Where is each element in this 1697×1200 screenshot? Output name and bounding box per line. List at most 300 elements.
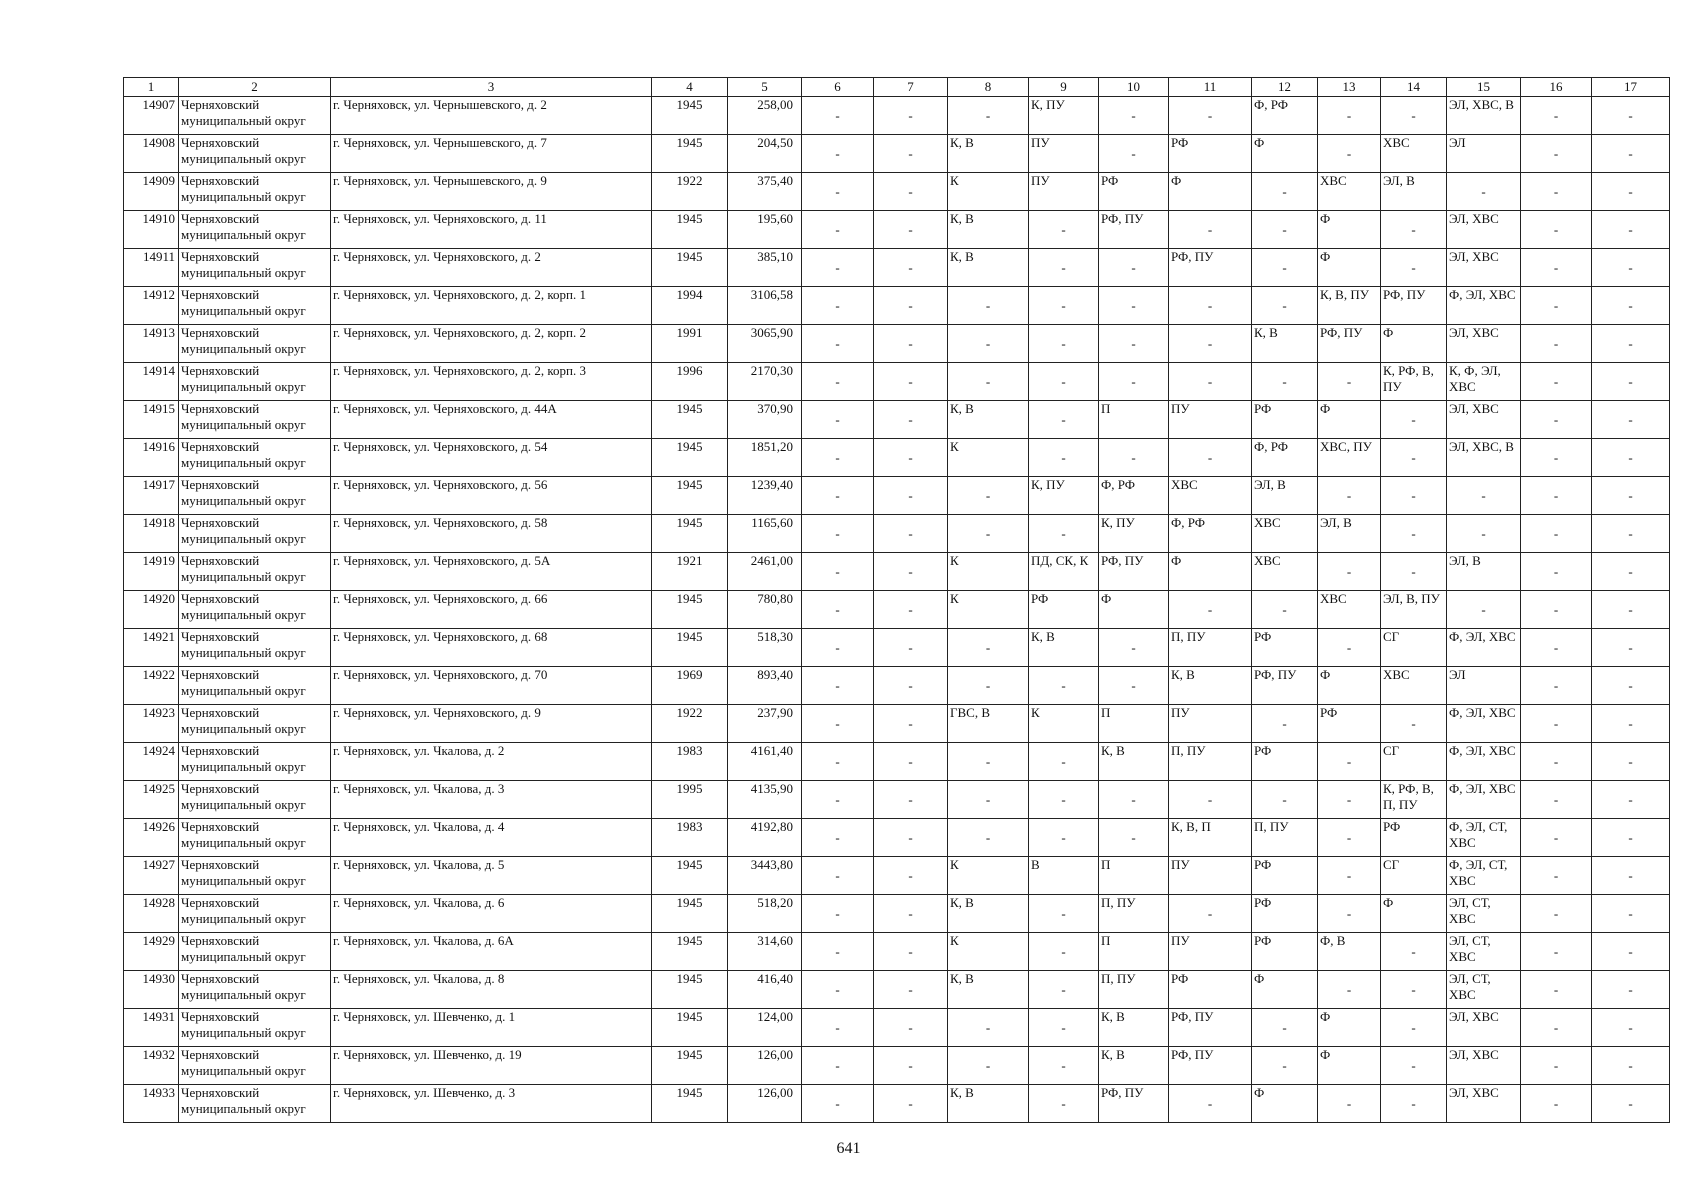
table-cell: 518,20 bbox=[728, 895, 802, 933]
table-cell: - bbox=[1592, 1085, 1670, 1123]
table-cell: - bbox=[948, 515, 1029, 553]
table-cell: Черняховский муниципальный округ bbox=[179, 1009, 331, 1047]
table-cell: 237,90 bbox=[728, 705, 802, 743]
table-cell: 14929 bbox=[124, 933, 179, 971]
table-cell: 14910 bbox=[124, 211, 179, 249]
table-cell: П, ПУ bbox=[1099, 895, 1169, 933]
table-cell: РФ, ПУ bbox=[1099, 211, 1169, 249]
table-cell: 14923 bbox=[124, 705, 179, 743]
table-cell: 14927 bbox=[124, 857, 179, 895]
table-cell: - bbox=[1592, 933, 1670, 971]
table-cell: 1969 bbox=[652, 667, 728, 705]
table-row bbox=[124, 1085, 1670, 1123]
table-cell: - bbox=[1099, 249, 1169, 287]
table-cell: - bbox=[1592, 1047, 1670, 1085]
table-cell: 1921 bbox=[652, 553, 728, 591]
table-cell: - bbox=[1521, 325, 1592, 363]
table-cell: 1996 bbox=[652, 363, 728, 401]
table-cell: К, ПУ bbox=[1029, 477, 1099, 515]
table-cell: - bbox=[1592, 667, 1670, 705]
table-cell: ЭЛ, СТ, ХВС bbox=[1447, 971, 1521, 1009]
table-cell: Ф bbox=[1381, 325, 1447, 363]
table-cell: ХВС bbox=[1169, 477, 1252, 515]
table-cell: ЭЛ, В, ПУ bbox=[1381, 591, 1447, 629]
table-cell: 14924 bbox=[124, 743, 179, 781]
column-header: 15 bbox=[1447, 78, 1521, 97]
table-cell: г. Черняховск, ул. Черняховского, д. 68 bbox=[331, 629, 652, 667]
table-cell: - bbox=[1029, 515, 1099, 553]
table-cell: - bbox=[1521, 857, 1592, 895]
table-cell: - bbox=[874, 895, 948, 933]
table-cell: 14933 bbox=[124, 1085, 179, 1123]
table-cell: ЭЛ, ХВС bbox=[1447, 1085, 1521, 1123]
table-cell: ЭЛ, СТ, ХВС bbox=[1447, 933, 1521, 971]
table-cell: - bbox=[1169, 591, 1252, 629]
table-cell: - bbox=[1592, 629, 1670, 667]
table-cell: К, В bbox=[948, 401, 1029, 439]
table-cell: г. Черняховск, ул. Чкалова, д. 6 bbox=[331, 895, 652, 933]
table-cell: 1239,40 bbox=[728, 477, 802, 515]
table-cell: - bbox=[1592, 211, 1670, 249]
table-cell: г. Черняховск, ул. Чкалова, д. 6А bbox=[331, 933, 652, 971]
table-cell: РФ bbox=[1252, 401, 1318, 439]
table-cell: Ф bbox=[1318, 249, 1381, 287]
table-cell: - bbox=[1592, 439, 1670, 477]
table-cell: - bbox=[1252, 287, 1318, 325]
table-cell: 14931 bbox=[124, 1009, 179, 1047]
table-cell: - bbox=[874, 857, 948, 895]
table-cell: 14911 bbox=[124, 249, 179, 287]
table-cell: - bbox=[948, 325, 1029, 363]
table-cell: - bbox=[1592, 971, 1670, 1009]
table-cell: - bbox=[1169, 439, 1252, 477]
table-cell: - bbox=[1318, 97, 1381, 135]
table-cell: - bbox=[802, 173, 874, 211]
table-cell: К, РФ, В, П, ПУ bbox=[1381, 781, 1447, 819]
table-cell: - bbox=[1381, 515, 1447, 553]
table-cell: - bbox=[874, 515, 948, 553]
table-cell: Черняховский муниципальный округ bbox=[179, 325, 331, 363]
table-cell: 375,40 bbox=[728, 173, 802, 211]
table-cell: П bbox=[1099, 857, 1169, 895]
table-cell: - bbox=[1029, 895, 1099, 933]
table-cell: Черняховский муниципальный округ bbox=[179, 173, 331, 211]
table-cell: РФ bbox=[1169, 971, 1252, 1009]
table-cell: Ф, ЭЛ, СТ, ХВС bbox=[1447, 857, 1521, 895]
table-cell: - bbox=[1318, 135, 1381, 173]
table-cell: - bbox=[1029, 325, 1099, 363]
column-header: 8 bbox=[948, 78, 1029, 97]
table-cell: - bbox=[874, 173, 948, 211]
column-header: 7 bbox=[874, 78, 948, 97]
table-cell: - bbox=[1099, 439, 1169, 477]
table-cell: 1945 bbox=[652, 629, 728, 667]
table-row bbox=[124, 515, 1670, 553]
table-cell: 1945 bbox=[652, 249, 728, 287]
table-cell: К, Ф, ЭЛ, ХВС bbox=[1447, 363, 1521, 401]
table-cell: ХВС bbox=[1318, 591, 1381, 629]
table-cell: - bbox=[948, 287, 1029, 325]
table-cell: Черняховский муниципальный округ bbox=[179, 819, 331, 857]
table-cell: - bbox=[874, 743, 948, 781]
table-cell: К, ПУ bbox=[1099, 515, 1169, 553]
table-cell: Черняховский муниципальный округ bbox=[179, 705, 331, 743]
table-cell: ЭЛ, В bbox=[1318, 515, 1381, 553]
table-cell: - bbox=[1029, 439, 1099, 477]
table-cell: - bbox=[802, 819, 874, 857]
table-cell: - bbox=[1521, 97, 1592, 135]
table-cell: ХВС bbox=[1318, 173, 1381, 211]
table-cell: ЭЛ, СТ, ХВС bbox=[1447, 895, 1521, 933]
table-cell: 14930 bbox=[124, 971, 179, 1009]
table-cell: 893,40 bbox=[728, 667, 802, 705]
table-cell: Черняховский муниципальный округ bbox=[179, 363, 331, 401]
table-cell: - bbox=[1318, 781, 1381, 819]
table-cell: - bbox=[874, 325, 948, 363]
table-row bbox=[124, 325, 1670, 363]
table-row bbox=[124, 439, 1670, 477]
table-row bbox=[124, 591, 1670, 629]
table-cell: - bbox=[802, 1085, 874, 1123]
table-cell: - bbox=[1381, 439, 1447, 477]
table-cell: 14920 bbox=[124, 591, 179, 629]
table-cell: Черняховский муниципальный округ bbox=[179, 591, 331, 629]
table-row bbox=[124, 97, 1670, 135]
table-cell: К bbox=[948, 933, 1029, 971]
table-cell: РФ bbox=[1381, 819, 1447, 857]
table-cell: - bbox=[802, 933, 874, 971]
table-cell: Черняховский муниципальный округ bbox=[179, 211, 331, 249]
table-cell: - bbox=[1029, 667, 1099, 705]
table-cell: ПУ bbox=[1169, 857, 1252, 895]
table-cell: Ф bbox=[1318, 211, 1381, 249]
table-cell: - bbox=[1592, 553, 1670, 591]
column-header: 14 bbox=[1381, 78, 1447, 97]
table-cell: - bbox=[802, 743, 874, 781]
table-cell: 3065,90 bbox=[728, 325, 802, 363]
table-cell: П, ПУ bbox=[1169, 743, 1252, 781]
table-cell: - bbox=[1447, 591, 1521, 629]
table-cell: РФ, ПУ bbox=[1252, 667, 1318, 705]
table-cell: г. Черняховск, ул. Чкалова, д. 8 bbox=[331, 971, 652, 1009]
table-cell: г. Черняховск, ул. Черняховского, д. 56 bbox=[331, 477, 652, 515]
table-cell: 258,00 bbox=[728, 97, 802, 135]
table-cell: 1945 bbox=[652, 1047, 728, 1085]
column-header: 11 bbox=[1169, 78, 1252, 97]
table-cell: ЭЛ, ХВС, В bbox=[1447, 97, 1521, 135]
table-cell: К, В bbox=[1252, 325, 1318, 363]
table-cell: 14928 bbox=[124, 895, 179, 933]
table-cell: - bbox=[1521, 401, 1592, 439]
table-cell: - bbox=[802, 135, 874, 173]
table-cell: - bbox=[1318, 895, 1381, 933]
table-cell: - bbox=[1447, 515, 1521, 553]
table-cell: П bbox=[1099, 705, 1169, 743]
table-cell: - bbox=[1521, 819, 1592, 857]
table-cell: - bbox=[1381, 477, 1447, 515]
table-cell: - bbox=[802, 401, 874, 439]
table-cell: Ф, ЭЛ, СТ, ХВС bbox=[1447, 819, 1521, 857]
table-cell: - bbox=[1381, 1009, 1447, 1047]
table-cell: К, ПУ bbox=[1029, 97, 1099, 135]
table-cell: Черняховский муниципальный округ bbox=[179, 971, 331, 1009]
table-cell: Черняховский муниципальный округ bbox=[179, 857, 331, 895]
table-cell: 1945 bbox=[652, 1009, 728, 1047]
table-cell: 3443,80 bbox=[728, 857, 802, 895]
table-cell: - bbox=[1252, 705, 1318, 743]
table-cell: - bbox=[1169, 1085, 1252, 1123]
table-cell: ГВС, В bbox=[948, 705, 1029, 743]
table-cell: 204,50 bbox=[728, 135, 802, 173]
table-cell: - bbox=[1252, 781, 1318, 819]
table-cell: - bbox=[948, 363, 1029, 401]
table-cell: Черняховский муниципальный округ bbox=[179, 553, 331, 591]
column-header: 6 bbox=[802, 78, 874, 97]
table-cell: ЭЛ, ХВС bbox=[1447, 401, 1521, 439]
table-cell: 1851,20 bbox=[728, 439, 802, 477]
table-cell: - bbox=[1318, 819, 1381, 857]
table-cell: РФ, ПУ bbox=[1169, 1047, 1252, 1085]
column-header: 3 bbox=[331, 78, 652, 97]
table-cell: ПУ bbox=[1169, 933, 1252, 971]
table-cell: Ф, РФ bbox=[1252, 97, 1318, 135]
table-cell: 14913 bbox=[124, 325, 179, 363]
table-cell: Ф bbox=[1381, 895, 1447, 933]
table-cell: - bbox=[1592, 705, 1670, 743]
table-cell: К, В bbox=[1169, 667, 1252, 705]
table-cell: Черняховский муниципальный округ bbox=[179, 401, 331, 439]
table-cell: - bbox=[1099, 325, 1169, 363]
table-cell: ЭЛ, ХВС bbox=[1447, 325, 1521, 363]
table-cell: - bbox=[1169, 97, 1252, 135]
table-cell: 1945 bbox=[652, 401, 728, 439]
table-row bbox=[124, 553, 1670, 591]
table-cell: 14908 bbox=[124, 135, 179, 173]
table-cell: - bbox=[1592, 401, 1670, 439]
table-cell: - bbox=[1318, 857, 1381, 895]
table-cell: - bbox=[1169, 363, 1252, 401]
table-cell: - bbox=[1029, 1009, 1099, 1047]
table-cell: - bbox=[874, 97, 948, 135]
table-cell: - bbox=[1029, 933, 1099, 971]
table-cell: - bbox=[802, 325, 874, 363]
table-cell: РФ, ПУ bbox=[1169, 1009, 1252, 1047]
table-cell: 2461,00 bbox=[728, 553, 802, 591]
table-cell: СГ bbox=[1381, 743, 1447, 781]
table-cell: 126,00 bbox=[728, 1085, 802, 1123]
table-cell: - bbox=[1381, 1047, 1447, 1085]
table-cell: г. Черняховск, ул. Черняховского, д. 2, корп. 1 bbox=[331, 287, 652, 325]
table-cell: - bbox=[802, 97, 874, 135]
table-row bbox=[124, 1047, 1670, 1085]
table-cell: - bbox=[1099, 629, 1169, 667]
table-cell: - bbox=[874, 1009, 948, 1047]
table-cell: К, В bbox=[948, 971, 1029, 1009]
table-cell: - bbox=[1252, 363, 1318, 401]
table-cell: К, В bbox=[1099, 743, 1169, 781]
register-table bbox=[123, 77, 1670, 1123]
table-cell: Ф, РФ bbox=[1169, 515, 1252, 553]
table-cell: - bbox=[948, 743, 1029, 781]
table-cell: - bbox=[1169, 211, 1252, 249]
table-cell: 518,30 bbox=[728, 629, 802, 667]
table-cell: - bbox=[1592, 743, 1670, 781]
table-cell: г. Черняховск, ул. Шевченко, д. 3 bbox=[331, 1085, 652, 1123]
table-cell: Черняховский муниципальный округ bbox=[179, 135, 331, 173]
table-cell: - bbox=[1318, 971, 1381, 1009]
table-cell: - bbox=[1318, 477, 1381, 515]
table-cell: - bbox=[874, 477, 948, 515]
table-cell: 4135,90 bbox=[728, 781, 802, 819]
table-cell: 1945 bbox=[652, 933, 728, 971]
table-cell: г. Черняховск, ул. Черняховского, д. 2, корп. 3 bbox=[331, 363, 652, 401]
table-cell: - bbox=[948, 667, 1029, 705]
table-cell: - bbox=[948, 819, 1029, 857]
table-cell: - bbox=[1099, 97, 1169, 135]
column-header: 12 bbox=[1252, 78, 1318, 97]
table-cell: 1945 bbox=[652, 591, 728, 629]
table-row bbox=[124, 895, 1670, 933]
table-cell: - bbox=[1381, 705, 1447, 743]
table-cell: СГ bbox=[1381, 857, 1447, 895]
column-header: 9 bbox=[1029, 78, 1099, 97]
header-row bbox=[124, 78, 1670, 97]
table-cell: г. Черняховск, ул. Черняховского, д. 54 bbox=[331, 439, 652, 477]
table-cell: - bbox=[948, 1009, 1029, 1047]
table-cell: Черняховский муниципальный округ bbox=[179, 781, 331, 819]
table-cell: - bbox=[1521, 781, 1592, 819]
table-row bbox=[124, 287, 1670, 325]
table-cell: г. Черняховск, ул. Черняховского, д. 5А bbox=[331, 553, 652, 591]
table-cell: - bbox=[1169, 325, 1252, 363]
table-cell: РФ, ПУ bbox=[1381, 287, 1447, 325]
table-cell: Ф, ЭЛ, ХВС bbox=[1447, 287, 1521, 325]
table-cell: Черняховский муниципальный округ bbox=[179, 97, 331, 135]
table-cell: - bbox=[802, 781, 874, 819]
table-cell: - bbox=[802, 363, 874, 401]
table-cell: - bbox=[1521, 477, 1592, 515]
table-cell: ЭЛ, В bbox=[1252, 477, 1318, 515]
table-cell: 1991 bbox=[652, 325, 728, 363]
table-cell: - bbox=[1521, 211, 1592, 249]
table-cell: 1945 bbox=[652, 97, 728, 135]
table-cell: - bbox=[1521, 1047, 1592, 1085]
table-cell: Черняховский муниципальный округ bbox=[179, 1047, 331, 1085]
table-cell: Черняховский муниципальный округ bbox=[179, 1085, 331, 1123]
table-cell: СГ bbox=[1381, 629, 1447, 667]
table-cell: - bbox=[1521, 629, 1592, 667]
table-cell: 1995 bbox=[652, 781, 728, 819]
table-cell: 1994 bbox=[652, 287, 728, 325]
table-row bbox=[124, 781, 1670, 819]
table-cell: г. Черняховск, ул. Чкалова, д. 4 bbox=[331, 819, 652, 857]
table-row bbox=[124, 477, 1670, 515]
table-cell: К, В bbox=[948, 211, 1029, 249]
table-cell: - bbox=[1029, 401, 1099, 439]
table-cell: - bbox=[802, 211, 874, 249]
table-cell: - bbox=[1447, 173, 1521, 211]
table-cell: - bbox=[802, 667, 874, 705]
table-cell: - bbox=[874, 629, 948, 667]
table-cell: - bbox=[948, 97, 1029, 135]
table-cell: - bbox=[1099, 287, 1169, 325]
table-cell: ЭЛ, В bbox=[1381, 173, 1447, 211]
table-cell: Ф bbox=[1252, 135, 1318, 173]
table-cell: - bbox=[1521, 933, 1592, 971]
table-row bbox=[124, 971, 1670, 1009]
table-cell: РФ bbox=[1029, 591, 1099, 629]
table-cell: - bbox=[1447, 477, 1521, 515]
table-cell: Черняховский муниципальный округ bbox=[179, 629, 331, 667]
table-cell: 1945 bbox=[652, 135, 728, 173]
column-header: 1 bbox=[124, 78, 179, 97]
table-cell: - bbox=[1099, 363, 1169, 401]
page-number: 641 bbox=[836, 1140, 861, 1157]
table-cell: - bbox=[1521, 553, 1592, 591]
table-cell: П, ПУ bbox=[1169, 629, 1252, 667]
table-cell: Черняховский муниципальный округ bbox=[179, 249, 331, 287]
table-cell: 1945 bbox=[652, 211, 728, 249]
table-cell: К, В, ПУ bbox=[1318, 287, 1381, 325]
table-cell: 416,40 bbox=[728, 971, 802, 1009]
table-cell: - bbox=[948, 781, 1029, 819]
table-cell: - bbox=[874, 553, 948, 591]
table-cell: ХВС bbox=[1252, 553, 1318, 591]
table-cell: Черняховский муниципальный округ bbox=[179, 439, 331, 477]
table-cell: - bbox=[1252, 591, 1318, 629]
table-cell: 385,10 bbox=[728, 249, 802, 287]
table-cell: 4192,80 bbox=[728, 819, 802, 857]
table-row bbox=[124, 363, 1670, 401]
table-cell: ПУ bbox=[1029, 135, 1099, 173]
table-cell: - bbox=[1381, 97, 1447, 135]
table-cell: Черняховский муниципальный округ bbox=[179, 287, 331, 325]
table-cell: г. Черняховск, ул. Чернышевского, д. 9 bbox=[331, 173, 652, 211]
table-cell: - bbox=[1318, 1085, 1381, 1123]
table-cell: РФ bbox=[1252, 857, 1318, 895]
table-cell: Ф bbox=[1169, 173, 1252, 211]
table-cell: - bbox=[802, 705, 874, 743]
table-cell: - bbox=[1521, 705, 1592, 743]
table-row bbox=[124, 401, 1670, 439]
table-cell: - bbox=[874, 287, 948, 325]
table-cell: - bbox=[1029, 287, 1099, 325]
table-cell: - bbox=[1592, 135, 1670, 173]
table-cell: 14925 bbox=[124, 781, 179, 819]
column-header: 2 bbox=[179, 78, 331, 97]
table-row bbox=[124, 857, 1670, 895]
table-cell: ЭЛ, ХВС bbox=[1447, 211, 1521, 249]
table-cell: ЭЛ, ХВС bbox=[1447, 249, 1521, 287]
table-row bbox=[124, 705, 1670, 743]
table-cell: - bbox=[1521, 173, 1592, 211]
table-cell: Ф bbox=[1318, 401, 1381, 439]
table-cell: 1165,60 bbox=[728, 515, 802, 553]
table-cell: - bbox=[1252, 249, 1318, 287]
table-cell: - bbox=[874, 135, 948, 173]
table-cell: г. Черняховск, ул. Шевченко, д. 1 bbox=[331, 1009, 652, 1047]
column-header: 16 bbox=[1521, 78, 1592, 97]
table-cell: - bbox=[802, 553, 874, 591]
table-cell: П bbox=[1099, 933, 1169, 971]
table-cell: 14912 bbox=[124, 287, 179, 325]
table-cell: - bbox=[1521, 135, 1592, 173]
table-cell: РФ, ПУ bbox=[1318, 325, 1381, 363]
table-cell: - bbox=[1521, 743, 1592, 781]
table-row bbox=[124, 1009, 1670, 1047]
table-cell: г. Черняховск, ул. Черняховского, д. 9 bbox=[331, 705, 652, 743]
table-cell: 14926 bbox=[124, 819, 179, 857]
